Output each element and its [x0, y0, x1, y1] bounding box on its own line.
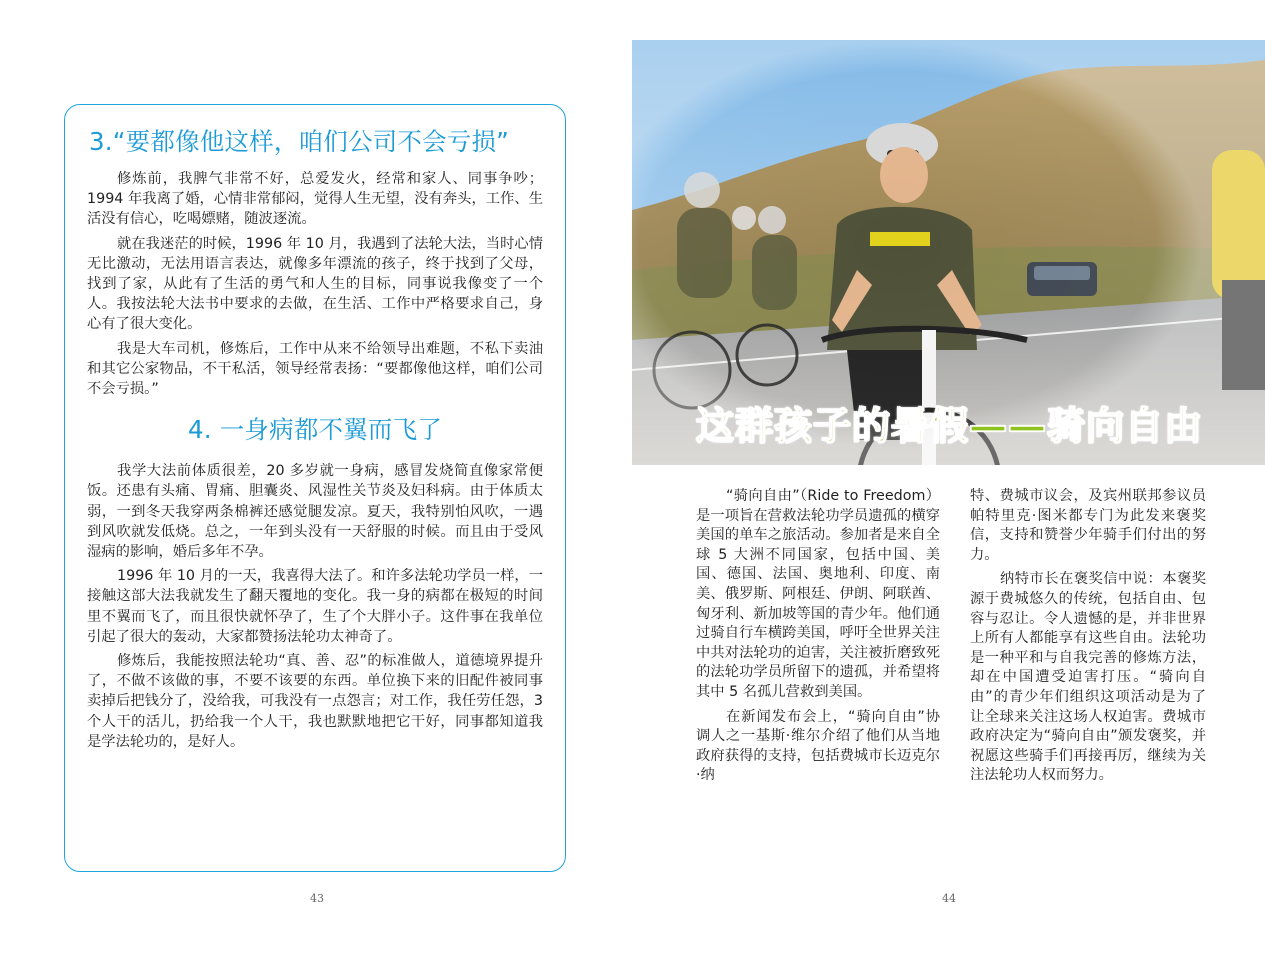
article-paragraph: 纳特市长在褒奖信中说：本褒奖源于费城悠久的传统，包括自由、包容与忍让。令人遗憾的是，并非世界上所有人都能享有这些自由。法轮功是一种平和与自我完善的修炼方法，却在中国遭受迫害打压。“骑向自由”的青少年们组织这项活动是为了让全球来关注这场人权迫害。费城市政府决定为“骑向自由”颁发褒奖，并祝愿这些骑手们再接再厉，继续为关注法轮功人权而努力。	[970, 571, 1206, 784]
article-column-2	[970, 487, 1206, 786]
article-headline: 这群孩子的暑假——骑向自由	[696, 404, 1204, 448]
section-4-paragraph: 修炼后，我能按照法轮功“真、善、忍”的标准做人，道德境界提升了，不做不该做的事，不要不该要的东西。单位换下来的旧配件被同事卖掉后把钱分了，没给我，可我没有一点怨言；对工作，我任劳任怨，3 个人干的活儿，扔给我一个人干，我也默默地把它干好，同事都知道我是学法轮功的，是好人。	[87, 653, 543, 750]
page-number: 44	[942, 892, 956, 905]
right-page	[632, 0, 1265, 978]
content-box	[64, 104, 566, 872]
article-paragraph: 在新闻发布会上，“骑向自由”协调人之一基斯·维尔介绍了他们从当地政府获得的支持，包括费城市长迈克尔·纳	[696, 708, 940, 784]
left-page	[0, 0, 632, 978]
section-3-paragraph: 修炼前，我脾气非常不好，总爱发火，经常和家人、同事争吵；1994 年我离了婚，心情非常郁闷，觉得人生无望，没有奔头，工作、生活没有信心，吃喝嫖赌，随波逐流。	[87, 171, 543, 228]
article-column-1	[696, 487, 940, 786]
article-paragraph: “骑向自由”（Ride to Freedom）是一项旨在营救法轮功学员遗孤的横穿美国的单车之旅活动。参加者是来自全球 5 大洲不同国家，包括中国、美国、德国、法国、奥地利、印度、南美、俄罗斯、阿根廷、伊朗、阿联酋、匈牙利、新加坡等国的青少年。他们通过骑自行车横跨美国，呼吁全世界关注中共对法轮功的迫害，关注被折磨致死的法轮功学员所留下的遗孤，并希望将其中 5 名孤儿营救到美国。	[696, 488, 940, 700]
section-4-paragraph: 1996 年 10 月的一天，我喜得大法了。和许多法轮功学员一样，一接触这部大法我就发生了翻天覆地的变化。我一身的病都在极短的时间里不翼而飞了，而且很快就怀孕了，生了个大胖小子。这件事在我单位引起了很大的轰动，大家都赞扬法轮功太神奇了。	[87, 568, 543, 645]
section-3-paragraph: 就在我迷茫的时候，1996 年 10 月，我遇到了法轮大法，当时心情无比激动，无法用语言表达，就像多年漂流的孩子，终于找到了父母，找到了家，从此有了生活的勇气和人生的目标，同事说我像变了一个人。我按法轮大法书中要求的去做，在生活、工作中严格要求自己，身心有了很大变化。	[87, 235, 543, 333]
section-4-paragraph: 我学大法前体质很差，20 多岁就一身病，感冒发烧简直像家常便饭。还患有头痛、胃痛、胆囊炎、风湿性关节炎及妇科病。由于体质太弱，一到冬天我穿两条棉裤还感觉腿发凉。夏天，我特别怕风吹，一遇到风吹就发低烧。总之，一年到头没有一天舒服的时候。而且由于受风湿病的影响，婚后多年不孕。	[87, 463, 543, 561]
section-3-title: 3.“要都像他这样，咱们公司不会亏损”	[89, 127, 510, 156]
article-paragraph: 特、费城市议会，及宾州联邦参议员帕特里克·图米都专门为此发来褒奖信，支持和赞誉少年骑手们付出的努力。	[970, 488, 1206, 563]
section-4-title: 4. 一身病都不翼而飞了	[187, 415, 443, 445]
section-3-paragraph: 我是大车司机，修炼后，工作中从来不给领导出难题，不私下卖油和其它公家物品，不干私活，领导经常表扬：“要都像他这样，咱们公司不会亏损。”	[87, 340, 543, 398]
cyclists-photo	[632, 40, 1265, 465]
page-number: 43	[310, 892, 324, 905]
